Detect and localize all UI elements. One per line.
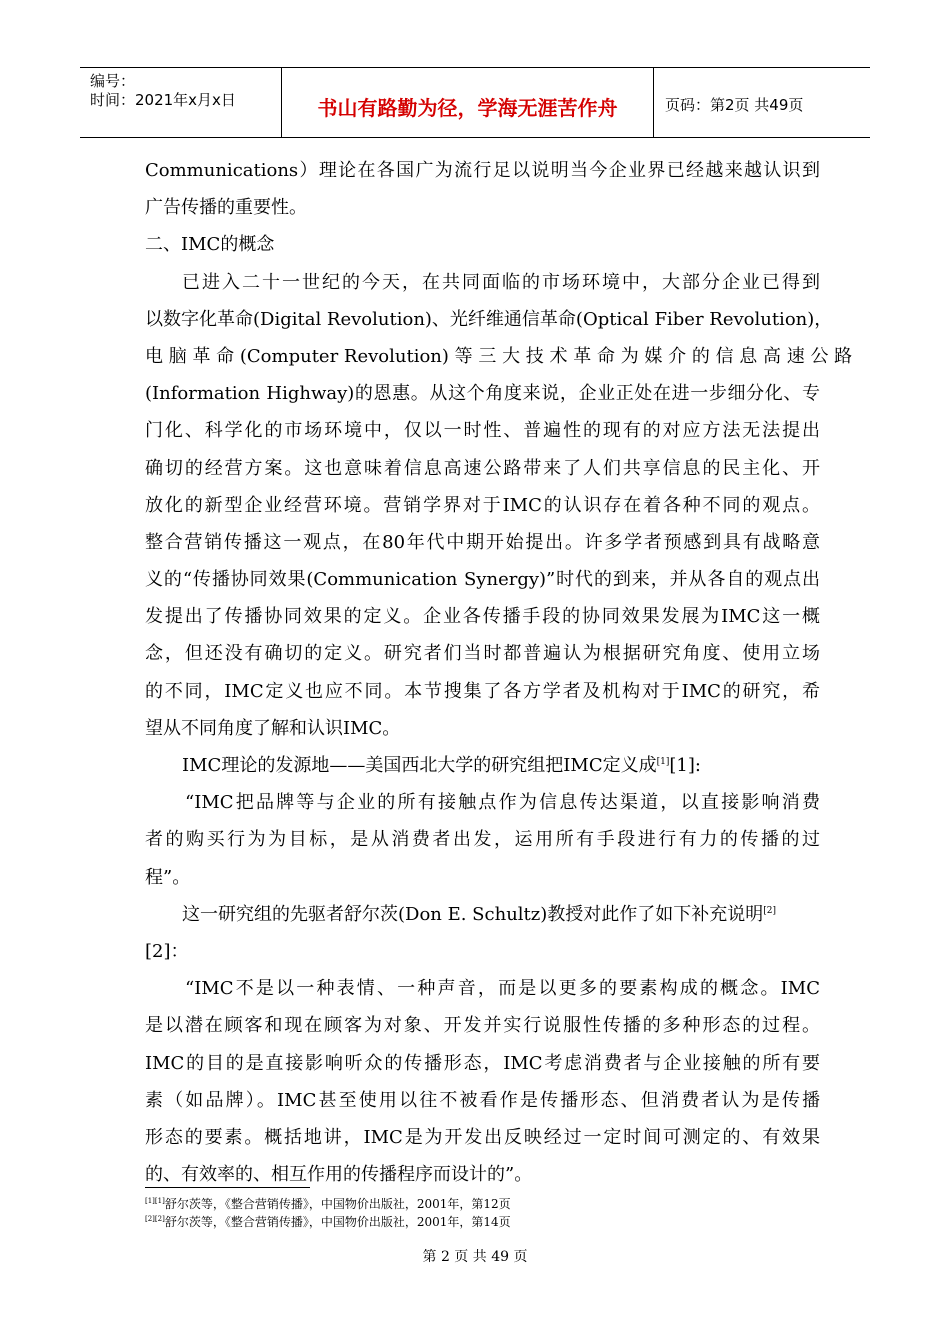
reference-line	[145, 896, 820, 933]
text-line: [2]：	[145, 940, 189, 962]
footnote-ref-2: [2]	[763, 905, 777, 916]
page-footer: 第 2 页 共 49 页	[422, 1249, 528, 1265]
quote-line: “IMC不是以一种表情、一种声音，而是以更多的要素构成的概念。IMC	[185, 978, 820, 1000]
header-slogan: 书山有路勤为径，学海无涯苦作舟	[317, 96, 618, 120]
quote-line: 的、有效率的、相互作用的传播程序而设计的”。	[145, 1164, 533, 1186]
quote-line: 形态的要素。概括地讲，IMC是为开发出反映经过一定时间可测定的、有效果	[145, 1126, 820, 1148]
footnote-text: 舒尔茨等，《整合营销传播》，中国物价出版社，2001年，第14页	[164, 1215, 511, 1229]
text-line: 以数字化革命(Digital Revolution)、光纤维通信革命(Optical Fiber Revolution)，	[145, 308, 833, 330]
text-line: 放化的新型企业经营环境。营销学界对于IMC的认识存在着各种不同的观点。	[145, 494, 820, 516]
text-line: 门化、科学化的市场环境中，仅以一时性、普遍性的现有的对应方法无法提出	[145, 420, 820, 442]
quote-line: 者的购买行为为目标，是从消费者出发，运用所有手段进行有力的传播的过	[145, 829, 820, 851]
footnote-separator	[145, 1187, 310, 1188]
text-line: 广告传播的重要性。	[145, 197, 307, 219]
text-line: 确切的经营方案。这也意味着信息高速公路带来了人们共享信息的民主化、开	[145, 457, 820, 479]
text-line: 望从不同角度了解和认识IMC。	[145, 717, 401, 739]
header-meta-cell	[80, 68, 282, 137]
header-slogan-cell	[282, 68, 654, 137]
text-line: (Information Highway)的恩惠。从这个角度来说，企业正处在进一步细分化、专	[145, 383, 820, 405]
reference-line-text: 这一研究组的先驱者舒尔茨(Don E. Schultz)教授对此作了如下补充说明	[182, 903, 764, 925]
text-line: 已进入二十一世纪的今天，在共同面临的市场环境中，大部分企业已得到	[182, 271, 820, 293]
footnote-ref-1: [1]	[656, 757, 670, 767]
quote-line: “IMC把品牌等与企业的所有接触点作为信息传达渠道，以直接影响消费	[185, 792, 820, 814]
header-page-info: 页码：第2页 共49页	[665, 96, 804, 114]
footnote-mark: [2][2]	[145, 1215, 165, 1223]
quote-line: 素（如品牌）。IMC甚至使用以往不被看作是传播形态、但消费者认为是传播	[145, 1089, 820, 1111]
footnote-mark: [1][1]	[145, 1197, 165, 1205]
footnote-2	[145, 1213, 511, 1230]
reference-line-text: IMC理论的发源地——美国西北大学的研究组把IMC定义成	[182, 755, 657, 776]
serial-number-label: 编号：	[90, 72, 136, 90]
text-line: 整合营销传播这一观点，在80年代中期开始提出。许多学者预感到具有战略意	[145, 531, 820, 553]
reference-tail: [1]:	[669, 755, 701, 776]
quote-line: 程”。	[145, 866, 191, 888]
header-page-cell	[654, 68, 870, 137]
body-text	[145, 152, 853, 1193]
text-line: 义的“传播协同效果(Communication Synergy)”时代的到来，并从各自的观点出	[145, 569, 820, 591]
date-label: 时间：2021年x月x日	[90, 91, 236, 109]
text-line: 念，但还没有确切的定义。研究者们当时都普遍认为根据研究角度、使用立场	[145, 643, 820, 665]
quote-line: IMC的目的是直接影响听众的传播形态，IMC考虑消费者与企业接触的所有要	[145, 1052, 820, 1074]
text-line: 电 脑 革 命 (Computer Revolution) 等 三 大 技 术 革 命 为 媒 介 的 信 息 高 速 公 路	[145, 345, 853, 367]
section-heading: 二、IMC的概念	[145, 234, 275, 256]
text-line: Communications）理论在各国广为流行足以说明当今企业界已经越来越认识到	[145, 160, 820, 181]
footnote-1	[145, 1195, 511, 1212]
document-header	[80, 67, 870, 138]
footnote-text: 舒尔茨等，《整合营销传播》，中国物价出版社，2001年，第12页	[164, 1197, 511, 1211]
quote-line: 是以潜在顾客和现在顾客为对象、开发并实行说服性传播的多种形态的过程。	[145, 1015, 820, 1037]
text-line: 的不同，IMC定义也应不同。本节搜集了各方学者及机构对于IMC的研究，希	[145, 680, 820, 702]
text-line: 发提出了传播协同效果的定义。企业各传播手段的协同效果发展为IMC这一概	[145, 606, 820, 628]
reference-line	[145, 747, 820, 784]
